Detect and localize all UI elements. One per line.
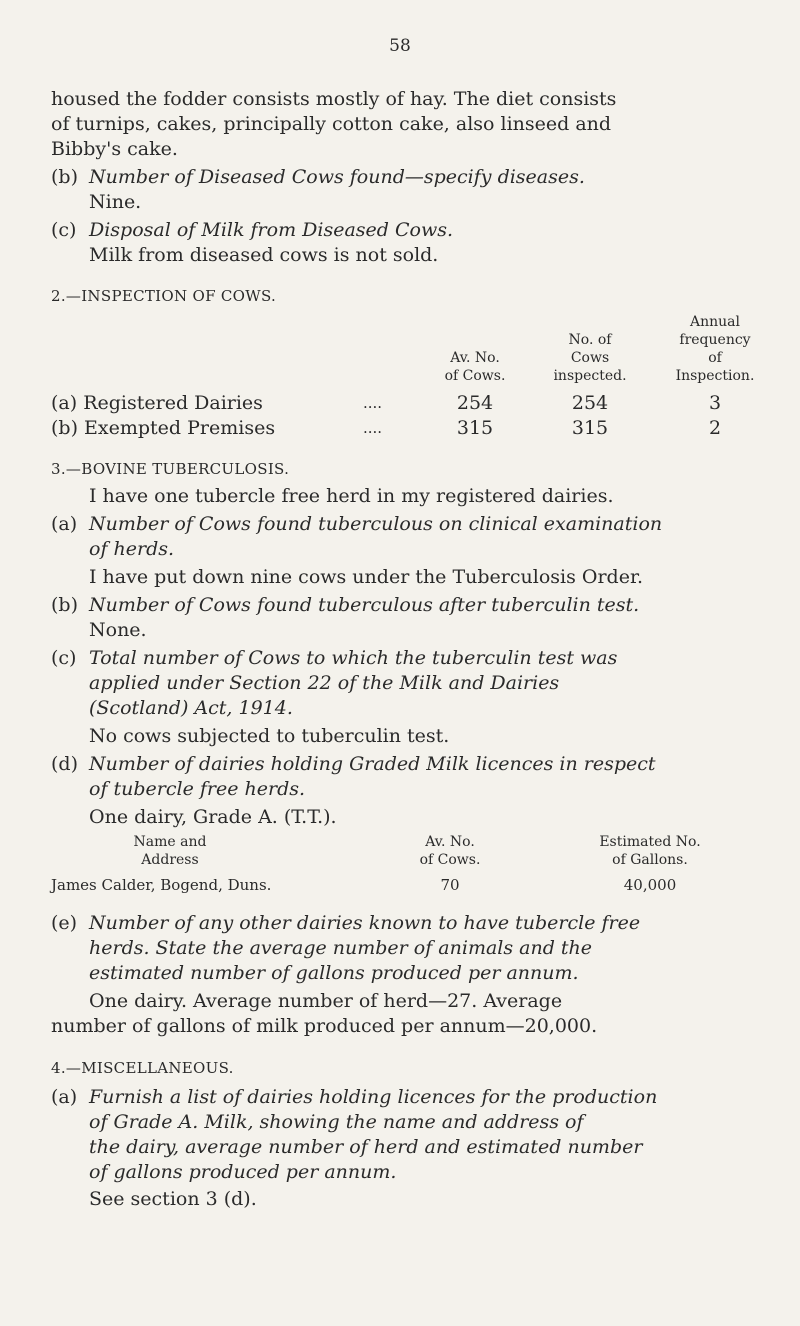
item-3c-question-line-2: applied under Section 22 of the Milk and Dairies <box>89 672 560 694</box>
item-3c-question-line-1: Total number of Cows to which the tuberculin test was <box>89 647 618 669</box>
table-cell-frequency: 2 <box>708 417 722 439</box>
item-3e-label: (e) <box>51 912 78 934</box>
item-3a-answer: I have put down nine cows under the Tuberculosis Order. <box>89 566 643 588</box>
page-number: 58 <box>389 36 411 56</box>
table-cell-av-no: 254 <box>456 392 494 414</box>
item-3d-question-line-2: of tubercle free herds. <box>89 778 306 800</box>
section-2-heading: 2.—INSPECTION OF COWS. <box>51 287 277 305</box>
item-3a-label: (a) <box>51 513 78 535</box>
intro-line-1: housed the fodder consists mostly of hay. The diet consists <box>51 88 617 110</box>
item-3c-question-line-3: (Scotland) Act, 1914. <box>89 697 293 719</box>
item-1b-answer: Nine. <box>89 191 142 213</box>
item-1c-answer: Milk from diseased cows is not sold. <box>89 244 439 266</box>
item-4a-question-line-4: of gallons produced per annum. <box>89 1161 397 1183</box>
herd-table-cell-name: James Calder, Bogend, Duns. <box>51 876 272 894</box>
item-3e-question-line-2: herds. State the average number of animals and the <box>89 937 593 959</box>
col-frequency-line-3: of <box>708 350 722 366</box>
col-frequency-line-1: Annual <box>690 314 740 330</box>
col-inspected-line-1: No. of <box>568 332 612 348</box>
item-1b-label: (b) <box>51 166 78 188</box>
section-3-intro: I have one tubercle free herd in my registered dairies. <box>89 485 614 507</box>
item-3d-label: (d) <box>51 753 78 775</box>
item-3a-question-line-1: Number of Cows found tuberculous on clinical examination <box>89 513 663 535</box>
section-4-heading: 4.—MISCELLANEOUS. <box>51 1059 234 1077</box>
col-av-no-line-2: of Cows. <box>444 368 506 384</box>
table-row-dots: .... <box>363 419 383 437</box>
herd-table-header-av-no-line-1: Av. No. <box>425 834 475 850</box>
item-3c-answer: No cows subjected to tuberculin test. <box>89 725 450 747</box>
table-row-label: (b) Exempted Premises <box>51 417 276 439</box>
herd-table-header-name-line-2: Address <box>141 852 199 868</box>
section-3-heading: 3.—BOVINE TUBERCULOSIS. <box>51 460 290 478</box>
col-av-no-line-1: Av. No. <box>450 350 500 366</box>
item-4a-question-line-2: of Grade A. Milk, showing the name and address of <box>89 1111 584 1133</box>
table-cell-frequency: 3 <box>708 392 722 414</box>
herd-table-header-gallons-line-2: of Gallons. <box>612 852 688 868</box>
col-inspected-line-2: Cows <box>570 350 610 366</box>
table-row-dots: .... <box>363 394 383 412</box>
item-3d-answer: One dairy, Grade A. (T.T.). <box>89 806 337 828</box>
table-cell-inspected: 254 <box>571 392 609 414</box>
herd-table-cell-gallons: 40,000 <box>623 876 677 894</box>
col-frequency-line-4: Inspection. <box>675 368 755 384</box>
item-4a-label: (a) <box>51 1086 78 1108</box>
item-3e-answer-line-1: One dairy. Average number of herd—27. Average <box>89 990 563 1012</box>
item-4a-question-line-3: the dairy, average number of herd and estimated number <box>89 1136 643 1158</box>
table-cell-av-no: 315 <box>456 417 494 439</box>
item-3d-question-line-1: Number of dairies holding Graded Milk licences in respect <box>89 753 656 775</box>
item-4a-answer: See section 3 (d). <box>89 1188 257 1210</box>
intro-line-3: Bibby's cake. <box>51 138 178 160</box>
item-3b-answer: None. <box>89 619 147 641</box>
item-4a-question-line-1: Furnish a list of dairies holding licences for the production <box>89 1086 658 1108</box>
item-3e-answer-line-2: number of gallons of milk produced per annum—20,000. <box>51 1015 598 1037</box>
item-3b-label: (b) <box>51 594 78 616</box>
item-1c-question: Disposal of Milk from Diseased Cows. <box>89 219 453 241</box>
item-3c-label: (c) <box>51 647 77 669</box>
herd-table-header-name-line-1: Name and <box>133 834 207 850</box>
col-inspected-line-3: inspected. <box>553 368 627 384</box>
table-cell-inspected: 315 <box>571 417 609 439</box>
herd-table-header-av-no-line-2: of Cows. <box>419 852 481 868</box>
herd-table-header-gallons-line-1: Estimated No. <box>599 834 701 850</box>
col-frequency-line-2: frequency <box>679 332 751 348</box>
item-1b-question: Number of Diseased Cows found—specify diseases. <box>89 166 585 188</box>
intro-line-2: of turnips, cakes, principally cotton cake, also linseed and <box>51 113 612 135</box>
item-1c-label: (c) <box>51 219 77 241</box>
item-3a-question-line-2: of herds. <box>89 538 175 560</box>
item-3b-question: Number of Cows found tuberculous after tuberculin test. <box>89 594 640 616</box>
table-row-label: (a) Registered Dairies <box>51 392 263 414</box>
herd-table-cell-av-no: 70 <box>440 876 460 894</box>
item-3e-question-line-1: Number of any other dairies known to have tubercle free <box>89 912 641 934</box>
item-3e-question-line-3: estimated number of gallons produced per annum. <box>89 962 579 984</box>
